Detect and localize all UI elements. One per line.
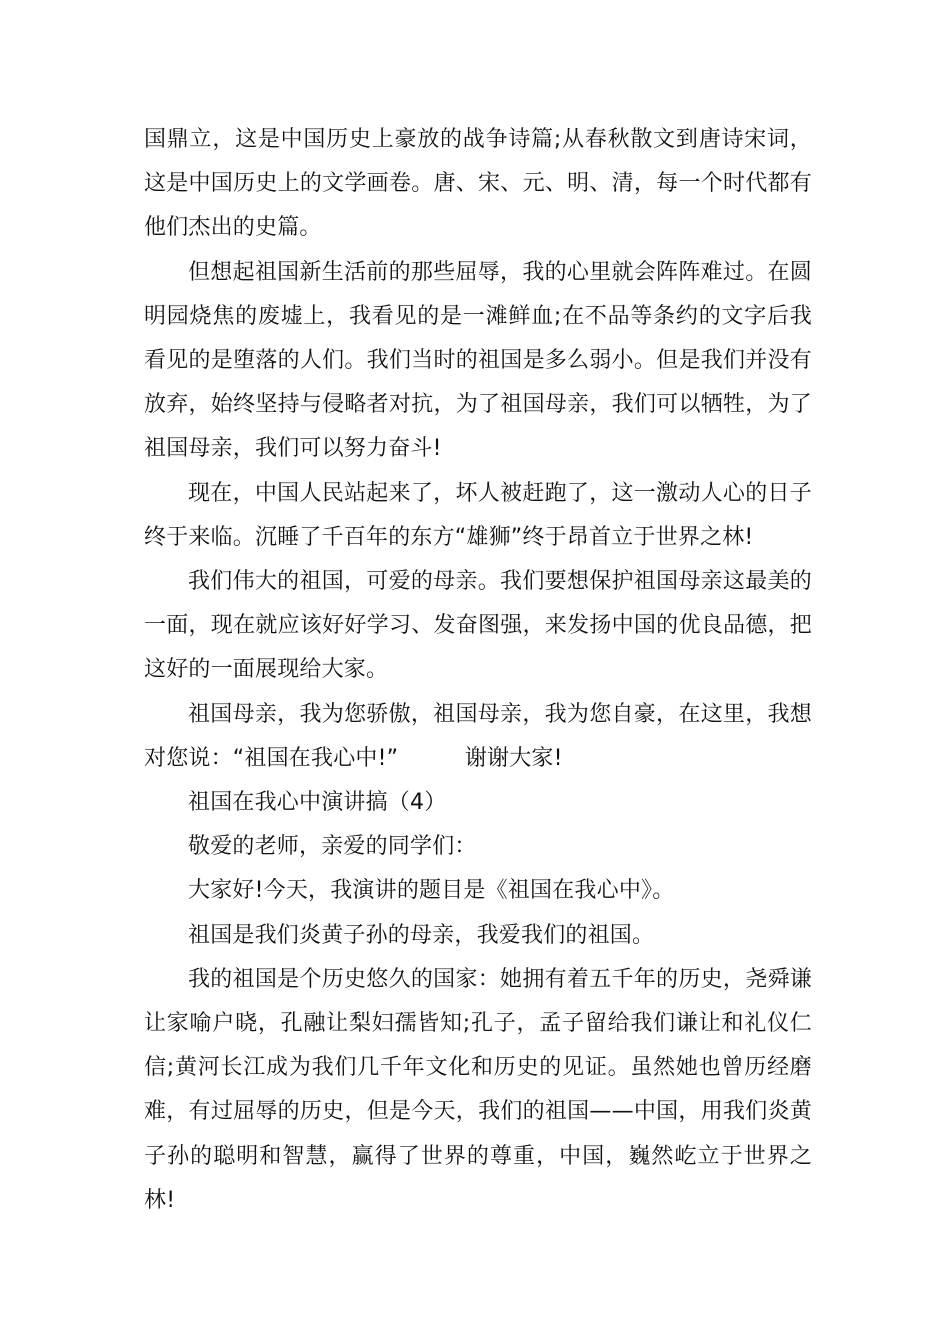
paragraph-10: 我的祖国是个历史悠久的国家：她拥有着五千年的历史，尧舜谦让家喻户晓，孔融让梨妇孺皆知;孔子，孟子留给我们谦让和礼仪仁信;黄河长江成为我们几千年文化和历史的见证。虽然她也曾历经磨难，有过屈辱的历史，但是今天，我们的祖国——中国，用我们炎黄子孙的聪明和智慧，赢得了世界的尊重，中国，巍然屹立于世界之林! — [144, 966, 812, 1213]
salutation: 敬爱的老师，亲爱的同学们： — [188, 834, 477, 860]
paragraph-2: 但想起祖国新生活前的那些屈辱，我的心里就会阵阵难过。在圆明园烧焦的废墟上，我看见的是一滩鲜血;在不品等条约的文字后我看见的是堕落的人们。我们当时的祖国是多么弱小。但是我们并没有放弃，始终坚持与侵略者对抗，为了祖国母亲，我们可以牺牲，为了祖国母亲，我们可以努力奋斗! — [144, 259, 812, 462]
paragraph-5: 祖国母亲，我为您骄傲，祖国母亲，我为您自豪，在这里，我想对您说：“祖国在我心中!” 谢谢大家! — [144, 701, 812, 771]
paragraph-9: 祖国是我们炎黄子孙的母亲，我爱我们的祖国。 — [188, 922, 655, 948]
document-page — [144, 118, 812, 1223]
paragraph-4: 我们伟大的祖国，可爱的母亲。我们要想保护祖国母亲这最美的一面，现在就应该好好学习、发奋图强，来发扬中国的优良品德，把这好的一面展现给大家。 — [144, 569, 812, 683]
greeting: 大家好!今天，我演讲的题目是《祖国在我心中》。 — [188, 878, 675, 904]
section-heading: 祖国在我心中演讲搞（4） — [188, 790, 447, 816]
paragraph-3: 现在，中国人民站起来了，坏人被赶跑了，这一激动人心的日子终于来临。沉睡了千百年的东方“雄狮”终于昂首立于世界之林! — [144, 480, 812, 550]
paragraph-1: 国鼎立，这是中国历史上豪放的战争诗篇;从春秋散文到唐诗宋词，这是中国历史上的文学画卷。唐、宋、元、明、清，每一个时代都有他们杰出的史篇。 — [144, 127, 812, 241]
